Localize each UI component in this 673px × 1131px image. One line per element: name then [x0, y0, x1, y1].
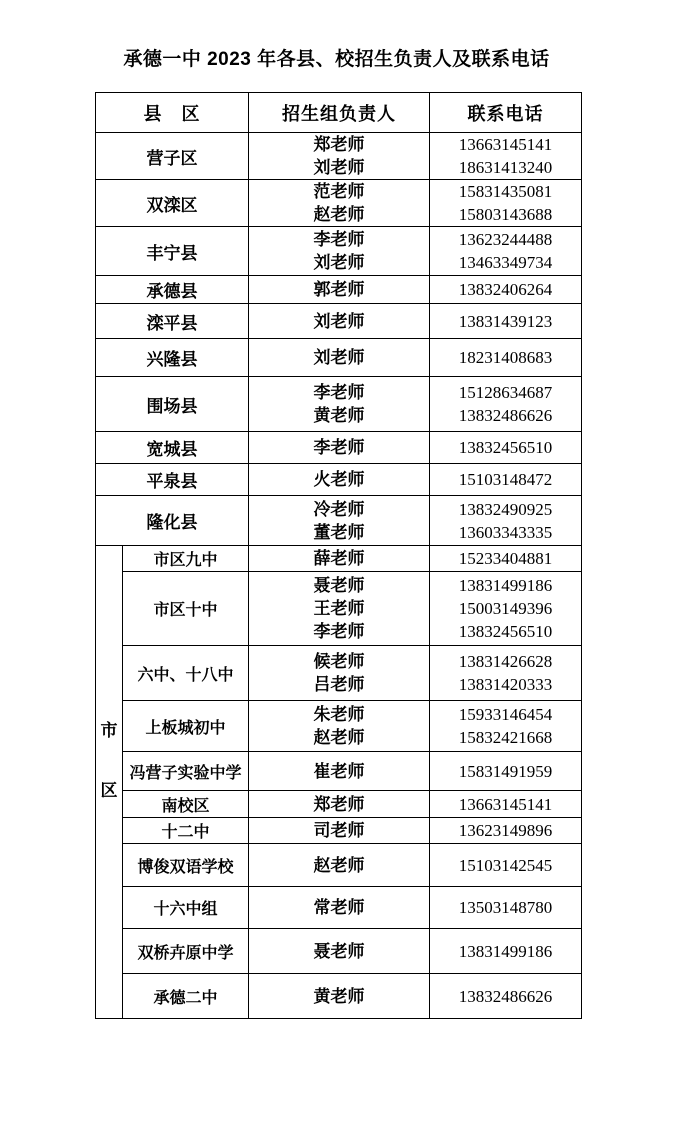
table-row: [96, 646, 582, 701]
person-name: 吕老师: [313, 675, 365, 694]
person-name: 李老师: [313, 383, 365, 402]
school-cell: 十六中组: [123, 887, 249, 929]
phone-number: 15831435081: [458, 182, 553, 201]
county-cell: 宽城县: [96, 432, 249, 464]
person-cell: [249, 377, 430, 432]
table-row: [96, 180, 582, 227]
phone-cell: [430, 646, 582, 701]
phone-cell: [430, 496, 582, 546]
phone-number: 13623149896: [458, 821, 553, 840]
phone-cell: [430, 432, 582, 464]
person-name: 赵老师: [313, 728, 365, 747]
table-row: [96, 974, 582, 1019]
table-row: [96, 844, 582, 887]
table-row: [96, 227, 582, 276]
phone-cell: [430, 844, 582, 887]
person-name: 刘老师: [313, 158, 365, 177]
person-cell: [249, 572, 430, 646]
table-row: [96, 887, 582, 929]
phone-cell: [430, 572, 582, 646]
phone-cell: [430, 701, 582, 752]
school-cell: 上板城初中: [123, 701, 249, 752]
person-cell: [249, 818, 430, 844]
group-label-char: 市: [100, 721, 118, 740]
phone-number: 13832406264: [458, 280, 553, 299]
person-cell: [249, 752, 430, 791]
phone-cell: [430, 133, 582, 180]
person-name: 刘老师: [313, 253, 365, 272]
person-name: 李老师: [313, 230, 365, 249]
person-cell: [249, 929, 430, 974]
phone-number: 13663145141: [458, 794, 553, 814]
group-label-char: 区: [100, 781, 118, 800]
person-cell: [249, 339, 430, 377]
person-name: 郑老师: [313, 135, 365, 154]
person-name: 薛老师: [313, 549, 365, 568]
person-name: 火老师: [313, 470, 365, 489]
county-cell: 丰宁县: [96, 227, 249, 276]
person-name: 黄老师: [313, 406, 365, 425]
person-name: 赵老师: [313, 205, 365, 224]
table-row: [96, 432, 582, 464]
phone-number: 13831499186: [458, 941, 553, 961]
phone-cell: [430, 818, 582, 844]
phone-number: 15803143688: [458, 205, 553, 224]
person-cell: [249, 646, 430, 701]
phone-cell: [430, 752, 582, 791]
person-name: 朱老师: [313, 705, 365, 724]
person-cell: [249, 133, 430, 180]
person-name: 赵老师: [313, 855, 365, 875]
phone-cell: [430, 227, 582, 276]
contact-table: [95, 92, 582, 1019]
person-name: 司老师: [313, 821, 365, 840]
phone-cell: [430, 304, 582, 339]
phone-number: 13832456510: [458, 438, 553, 457]
person-cell: [249, 974, 430, 1019]
table-row: [96, 339, 582, 377]
phone-number: 15003149396: [458, 599, 553, 618]
person-cell: [249, 701, 430, 752]
table-row: [96, 701, 582, 752]
phone-number: 13463349734: [458, 253, 553, 272]
table-row: [96, 572, 582, 646]
school-cell: 博俊双语学校: [123, 844, 249, 887]
county-cell: 滦平县: [96, 304, 249, 339]
phone-cell: [430, 276, 582, 304]
person-name: 崔老师: [313, 761, 365, 781]
school-cell: 六中、十八中: [123, 646, 249, 701]
person-cell: [249, 464, 430, 496]
school-cell: 双桥卉原中学: [123, 929, 249, 974]
phone-number: 13832490925: [458, 499, 553, 519]
person-cell: [249, 227, 430, 276]
county-cell: 平泉县: [96, 464, 249, 496]
phone-number: 15933146454: [458, 705, 553, 724]
phone-cell: [430, 464, 582, 496]
table-row: [96, 818, 582, 844]
person-name: 李老师: [313, 438, 365, 457]
county-cell: 承德县: [96, 276, 249, 304]
phone-number: 13663145141: [458, 135, 553, 154]
person-cell: [249, 887, 430, 929]
table-row: [96, 377, 582, 432]
school-cell: 南校区: [123, 791, 249, 818]
phone-number: 15103142545: [458, 855, 553, 875]
phone-number: 15103148472: [458, 470, 553, 489]
person-name: 常老师: [313, 898, 365, 917]
document-title: 承德一中 2023 年各县、校招生负责人及联系电话: [123, 49, 550, 70]
phone-cell: [430, 929, 582, 974]
table-row: [96, 276, 582, 304]
phone-number: 13832456510: [458, 622, 553, 641]
person-cell: [249, 180, 430, 227]
county-cell: 双滦区: [96, 180, 249, 227]
phone-number: 18231408683: [458, 348, 553, 367]
person-name: 聂老师: [313, 941, 365, 961]
phone-number: 18631413240: [458, 158, 553, 177]
phone-cell: [430, 887, 582, 929]
phone-number: 15233404881: [458, 549, 553, 568]
phone-number: 15128634687: [458, 383, 553, 402]
phone-number: 13831499186: [458, 576, 553, 595]
person-name: 郭老师: [313, 280, 365, 299]
person-name: 刘老师: [313, 311, 365, 331]
phone-number: 13831420333: [458, 675, 553, 694]
person-cell: [249, 844, 430, 887]
person-name: 董老师: [313, 522, 365, 542]
phone-number: 13503148780: [458, 898, 553, 917]
phone-number: 15831491959: [458, 761, 553, 781]
school-cell: 市区九中: [123, 546, 249, 572]
person-name: 李老师: [313, 622, 365, 641]
table-header-row: [96, 93, 582, 133]
person-name: 王老师: [313, 599, 365, 618]
person-name: 冷老师: [313, 499, 365, 519]
person-cell: [249, 546, 430, 572]
header-county: 县 区: [96, 93, 249, 133]
table-row: [96, 546, 582, 572]
phone-number: 13831439123: [458, 311, 553, 331]
county-cell: 隆化县: [96, 496, 249, 546]
city-district-group-cell: [96, 546, 123, 1019]
table-row: [96, 791, 582, 818]
table-row: [96, 304, 582, 339]
person-name: 黄老师: [313, 986, 365, 1006]
phone-number: 13603343335: [458, 522, 553, 542]
table-row: [96, 752, 582, 791]
phone-number: 13832486626: [458, 986, 553, 1006]
person-cell: [249, 432, 430, 464]
person-cell: [249, 496, 430, 546]
phone-cell: [430, 339, 582, 377]
phone-number: 13831426628: [458, 652, 553, 671]
phone-number: 15832421668: [458, 728, 553, 747]
person-name: 郑老师: [313, 794, 365, 814]
phone-number: 13832486626: [458, 406, 553, 425]
person-name: 聂老师: [313, 576, 365, 595]
table-row: [96, 929, 582, 974]
header-phone: 联系电话: [430, 93, 582, 133]
school-cell: 承德二中: [123, 974, 249, 1019]
person-name: 候老师: [313, 652, 365, 671]
county-cell: 围场县: [96, 377, 249, 432]
person-cell: [249, 791, 430, 818]
school-cell: 十二中: [123, 818, 249, 844]
school-cell: 市区十中: [123, 572, 249, 646]
person-cell: [249, 276, 430, 304]
phone-cell: [430, 791, 582, 818]
county-cell: 营子区: [96, 133, 249, 180]
phone-cell: [430, 180, 582, 227]
phone-number: 13623244488: [458, 230, 553, 249]
header-person: 招生组负责人: [249, 93, 430, 133]
table-row: [96, 496, 582, 546]
school-cell: 冯营子实验中学: [123, 752, 249, 791]
person-cell: [249, 304, 430, 339]
phone-cell: [430, 546, 582, 572]
person-name: 范老师: [313, 182, 365, 201]
phone-cell: [430, 974, 582, 1019]
county-cell: 兴隆县: [96, 339, 249, 377]
table-row: [96, 464, 582, 496]
person-name: 刘老师: [313, 348, 365, 367]
table-row: [96, 133, 582, 180]
phone-cell: [430, 377, 582, 432]
